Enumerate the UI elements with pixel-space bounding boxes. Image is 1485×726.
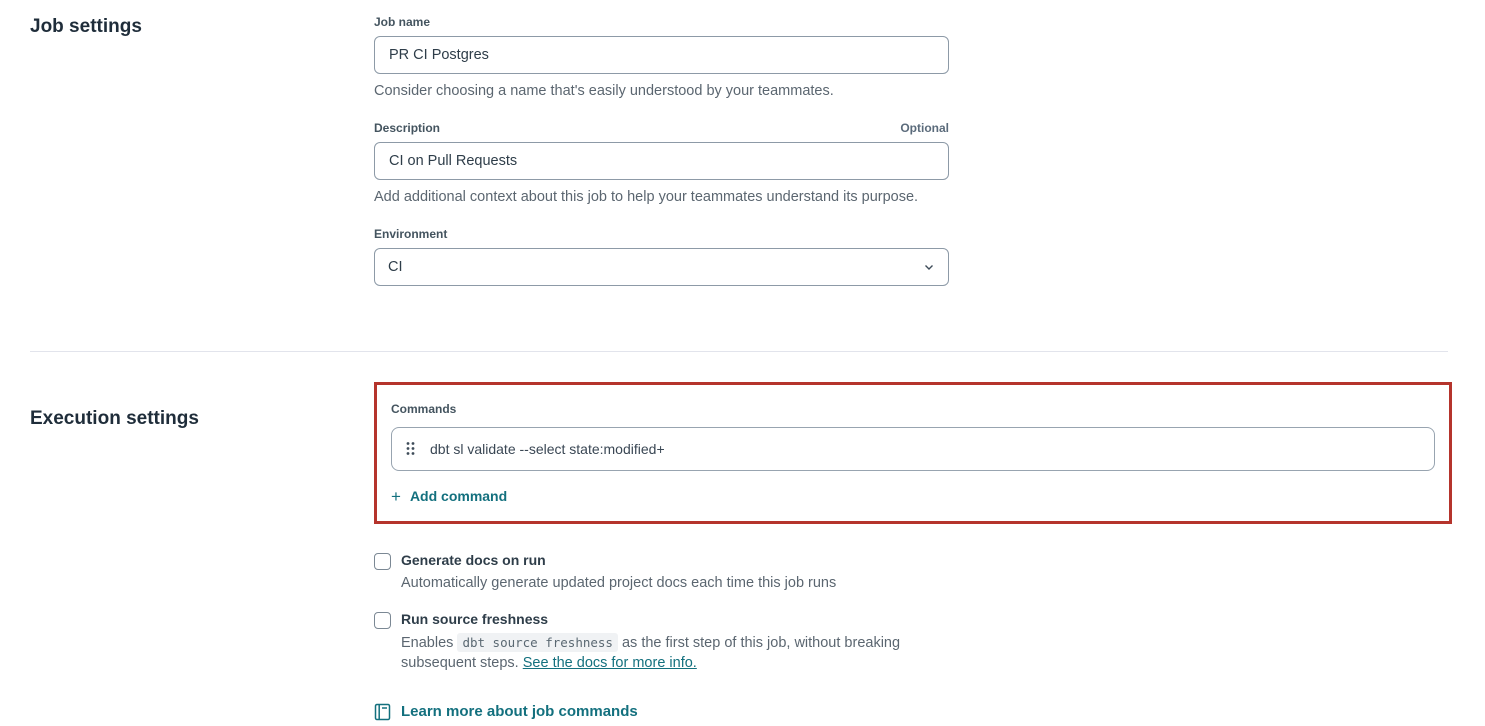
book-icon: [374, 703, 391, 721]
job-settings-section: [0, 15, 1485, 305]
execution-settings-section: [0, 382, 1485, 726]
description-field: [374, 121, 1452, 208]
optional-badge: Optional: [900, 120, 949, 135]
see-docs-link[interactable]: See the docs for more info.: [522, 655, 697, 672]
section-divider: [30, 351, 1448, 352]
run-source-freshness-label: Run source freshness: [401, 611, 549, 628]
description-help: Add additional context about this job to help your teammates understand its purpose.: [374, 189, 919, 206]
job-name-label: Job name: [374, 15, 431, 29]
environment-selected-value: CI: [388, 259, 403, 276]
generate-docs-description: Automatically generate updated project docs each time this job runs: [401, 574, 837, 591]
command-input[interactable]: [430, 441, 1422, 457]
run-source-freshness-description: [401, 633, 941, 674]
add-command-button[interactable]: [391, 488, 507, 505]
environment-label: Environment: [374, 226, 448, 241]
commands-label: Commands: [391, 402, 457, 417]
environment-select[interactable]: [374, 248, 949, 286]
job-name-field: [374, 15, 1452, 102]
description-label: Description: [374, 120, 441, 135]
description-input[interactable]: [374, 142, 949, 180]
job-name-input[interactable]: [374, 36, 949, 74]
add-command-label: Add command: [409, 488, 508, 505]
run-source-freshness-row: [374, 610, 1452, 673]
generate-docs-row: [374, 551, 1452, 594]
learn-more-link[interactable]: [374, 703, 638, 721]
generate-docs-label: Generate docs on run: [401, 551, 546, 568]
commands-highlight-box: [374, 382, 1452, 523]
plus-icon: +: [391, 486, 401, 506]
command-row: [391, 427, 1435, 471]
job-settings-heading: Job settings: [30, 16, 142, 37]
run-source-freshness-checkbox[interactable]: [374, 612, 391, 629]
chevron-down-icon: [923, 261, 935, 273]
freshness-code-snippet: dbt source freshness: [457, 633, 618, 652]
generate-docs-checkbox[interactable]: [374, 553, 391, 570]
environment-field: [374, 227, 1452, 286]
job-name-help: Consider choosing a name that's easily understood by your teammates.: [374, 83, 834, 100]
execution-settings-heading: Execution settings: [30, 408, 199, 430]
learn-more-label: Learn more about job commands: [401, 703, 638, 721]
freshness-desc-before: Enables: [401, 634, 458, 651]
freshness-desc-after: as the first step of this job, without breaking subsequent steps.: [401, 634, 901, 672]
drag-handle-icon[interactable]: [404, 439, 417, 458]
